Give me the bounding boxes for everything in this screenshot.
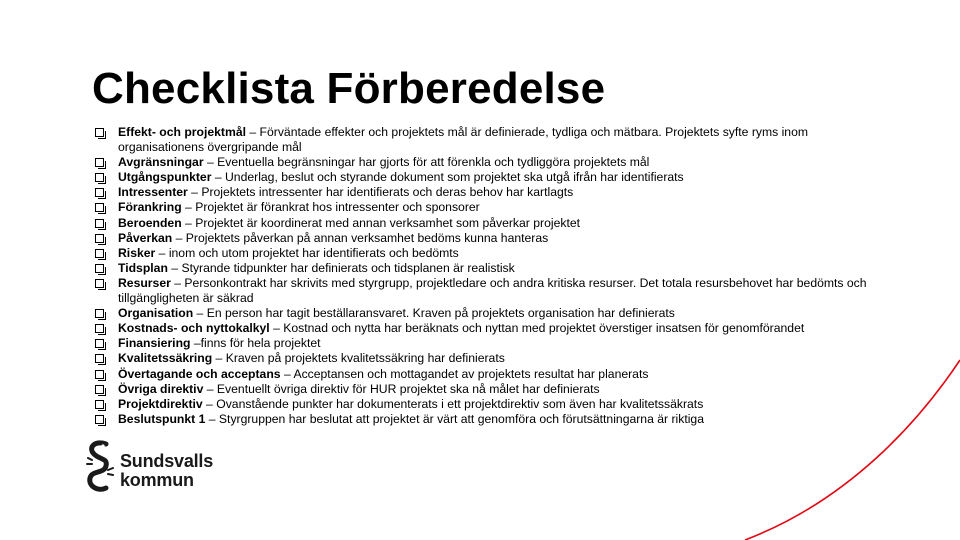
checkbox-bullet-icon	[95, 188, 104, 197]
checklist-item-term: Intressenter	[118, 185, 188, 200]
logo-text-line1: Sundsvalls	[120, 451, 214, 471]
checkbox-bullet-icon	[95, 370, 104, 379]
checklist-item-text: – Eventuellt övriga direktiv för HUR projektet ska nå målet har definierats	[203, 381, 600, 396]
checklist-item	[95, 412, 895, 427]
checklist-item-text: – Projektets intressenter har identifierats och deras behov har kartlagts	[187, 185, 574, 200]
checklist-item-text: – Projektets påverkan på annan verksamhet bedöms kunna hanteras	[172, 230, 549, 245]
checklist-item	[95, 231, 895, 246]
seahorse-logo-icon	[86, 438, 114, 496]
checklist-item	[95, 246, 895, 261]
checklist-item-term: Övertagande och acceptans	[118, 366, 281, 381]
checklist-item	[95, 185, 895, 200]
checklist-item	[95, 382, 895, 397]
checkbox-bullet-icon	[95, 234, 104, 243]
checkbox-bullet-icon	[95, 324, 104, 333]
checklist-item-text: – inom och utom projektet har identifierats och bedömts	[155, 245, 459, 260]
checklist-item-text: – Eventuella begränsningar har gjorts för att förenkla och tydliggöra projektets mål	[203, 155, 650, 170]
checkbox-bullet-icon	[95, 339, 104, 348]
checkbox-bullet-icon	[95, 385, 104, 394]
checklist-item-term: Organisation	[118, 306, 194, 321]
checklist-item	[95, 336, 895, 351]
checklist-item-text: – Personkontrakt har skrivits med styrgrupp, projektledare och andra kritiska resurser. Det totala resursbehovet har bedömts och tillgängligheten är säkrad	[118, 275, 867, 306]
checklist-item	[95, 200, 895, 215]
checklist-item	[95, 125, 895, 155]
sundsvalls-kommun-logo	[86, 438, 236, 498]
checklist-item-term: Förankring	[118, 200, 182, 215]
checklist-item	[95, 261, 895, 276]
checklist-item-term: Tidsplan	[118, 260, 168, 275]
checklist-item-text: – Styrgruppen har beslutat att projektet är värt att genomföra och förutsättningarna är riktiga	[205, 411, 704, 426]
checklist-item-term: Resurser	[118, 275, 171, 290]
checklist-item	[95, 306, 895, 321]
checklist-item-text: – Kostnad och nytta har beräknats och nyttan med projektet överstiger insatsen för genomförandet	[269, 321, 805, 336]
checklist-item-text: – Styrande tidpunkter har definierats och tidsplanen är realistisk	[167, 260, 515, 275]
checkbox-bullet-icon	[95, 249, 104, 258]
checklist-item	[95, 170, 895, 185]
checkbox-bullet-icon	[95, 158, 104, 167]
checklist-item	[95, 397, 895, 412]
logo-text-line2: kommun	[120, 470, 194, 490]
checkbox-bullet-icon	[95, 279, 104, 288]
checkbox-bullet-icon	[95, 128, 104, 137]
checkbox-bullet-icon	[95, 173, 104, 182]
checklist-item-text: – Kraven på projektets kvalitetssäkring har definierats	[212, 351, 505, 366]
checkbox-bullet-icon	[95, 309, 104, 318]
checklist-item	[95, 351, 895, 366]
checklist-item	[95, 276, 895, 306]
checklist-item-text: – Projektet är koordinerat med annan verksamhet som påverkar projektet	[181, 215, 580, 230]
checklist-item-term: Övriga direktiv	[118, 381, 204, 396]
checklist-item-text: – Underlag, beslut och styrande dokument som projektet ska utgå ifrån har identifierats	[211, 170, 684, 185]
checklist-item-term: Beroenden	[118, 215, 182, 230]
checklist-item-term: Risker	[118, 245, 156, 260]
checklist-item-term: Kostnads- och nyttokalkyl	[118, 321, 270, 336]
checklist-item-term: Projektdirektiv	[118, 396, 203, 411]
checklist-item-term: Kvalitetssäkring	[118, 351, 213, 366]
checklist-item-text: – Projektet är förankrat hos intressenter och sponsorer	[181, 200, 480, 215]
checklist-item	[95, 216, 895, 231]
slide-title: Checklista Förberedelse	[92, 64, 606, 113]
checkbox-bullet-icon	[95, 400, 104, 409]
checkbox-bullet-icon	[95, 219, 104, 228]
checklist-item-text: – En person har tagit beställaransvaret. Kraven på projektets organisation har definierats	[193, 306, 675, 321]
checklist-item	[95, 321, 895, 336]
checklist-item-term: Beslutspunkt 1	[118, 411, 206, 426]
checkbox-bullet-icon	[95, 264, 104, 273]
checkbox-bullet-icon	[95, 354, 104, 363]
checklist-item-text: –finns för hela projektet	[190, 336, 321, 351]
checklist-item-term: Avgränsningar	[118, 155, 204, 170]
checklist	[95, 125, 895, 427]
checklist-item	[95, 367, 895, 382]
checklist-item	[95, 155, 895, 170]
checklist-item-term: Effekt- och projektmål	[118, 125, 246, 139]
checklist-item-term: Finansiering	[118, 336, 191, 351]
checklist-item-text: – Acceptansen och mottagandet av projektets resultat har planerats	[280, 366, 649, 381]
checklist-item-term: Utgångspunkter	[118, 170, 212, 185]
checklist-item-text: – Förväntade effekter och projektets mål är definierade, tydliga och mätbara. Projektets syfte ryms inom organisationens övergripande mål	[118, 125, 809, 155]
checklist-item-text: – Ovanstående punkter har dokumenterats i ett projektdirektiv som även har kvalitetssäkrats	[202, 396, 704, 411]
checkbox-bullet-icon	[95, 415, 104, 424]
checkbox-bullet-icon	[95, 203, 104, 212]
checklist-item-term: Påverkan	[118, 230, 173, 245]
